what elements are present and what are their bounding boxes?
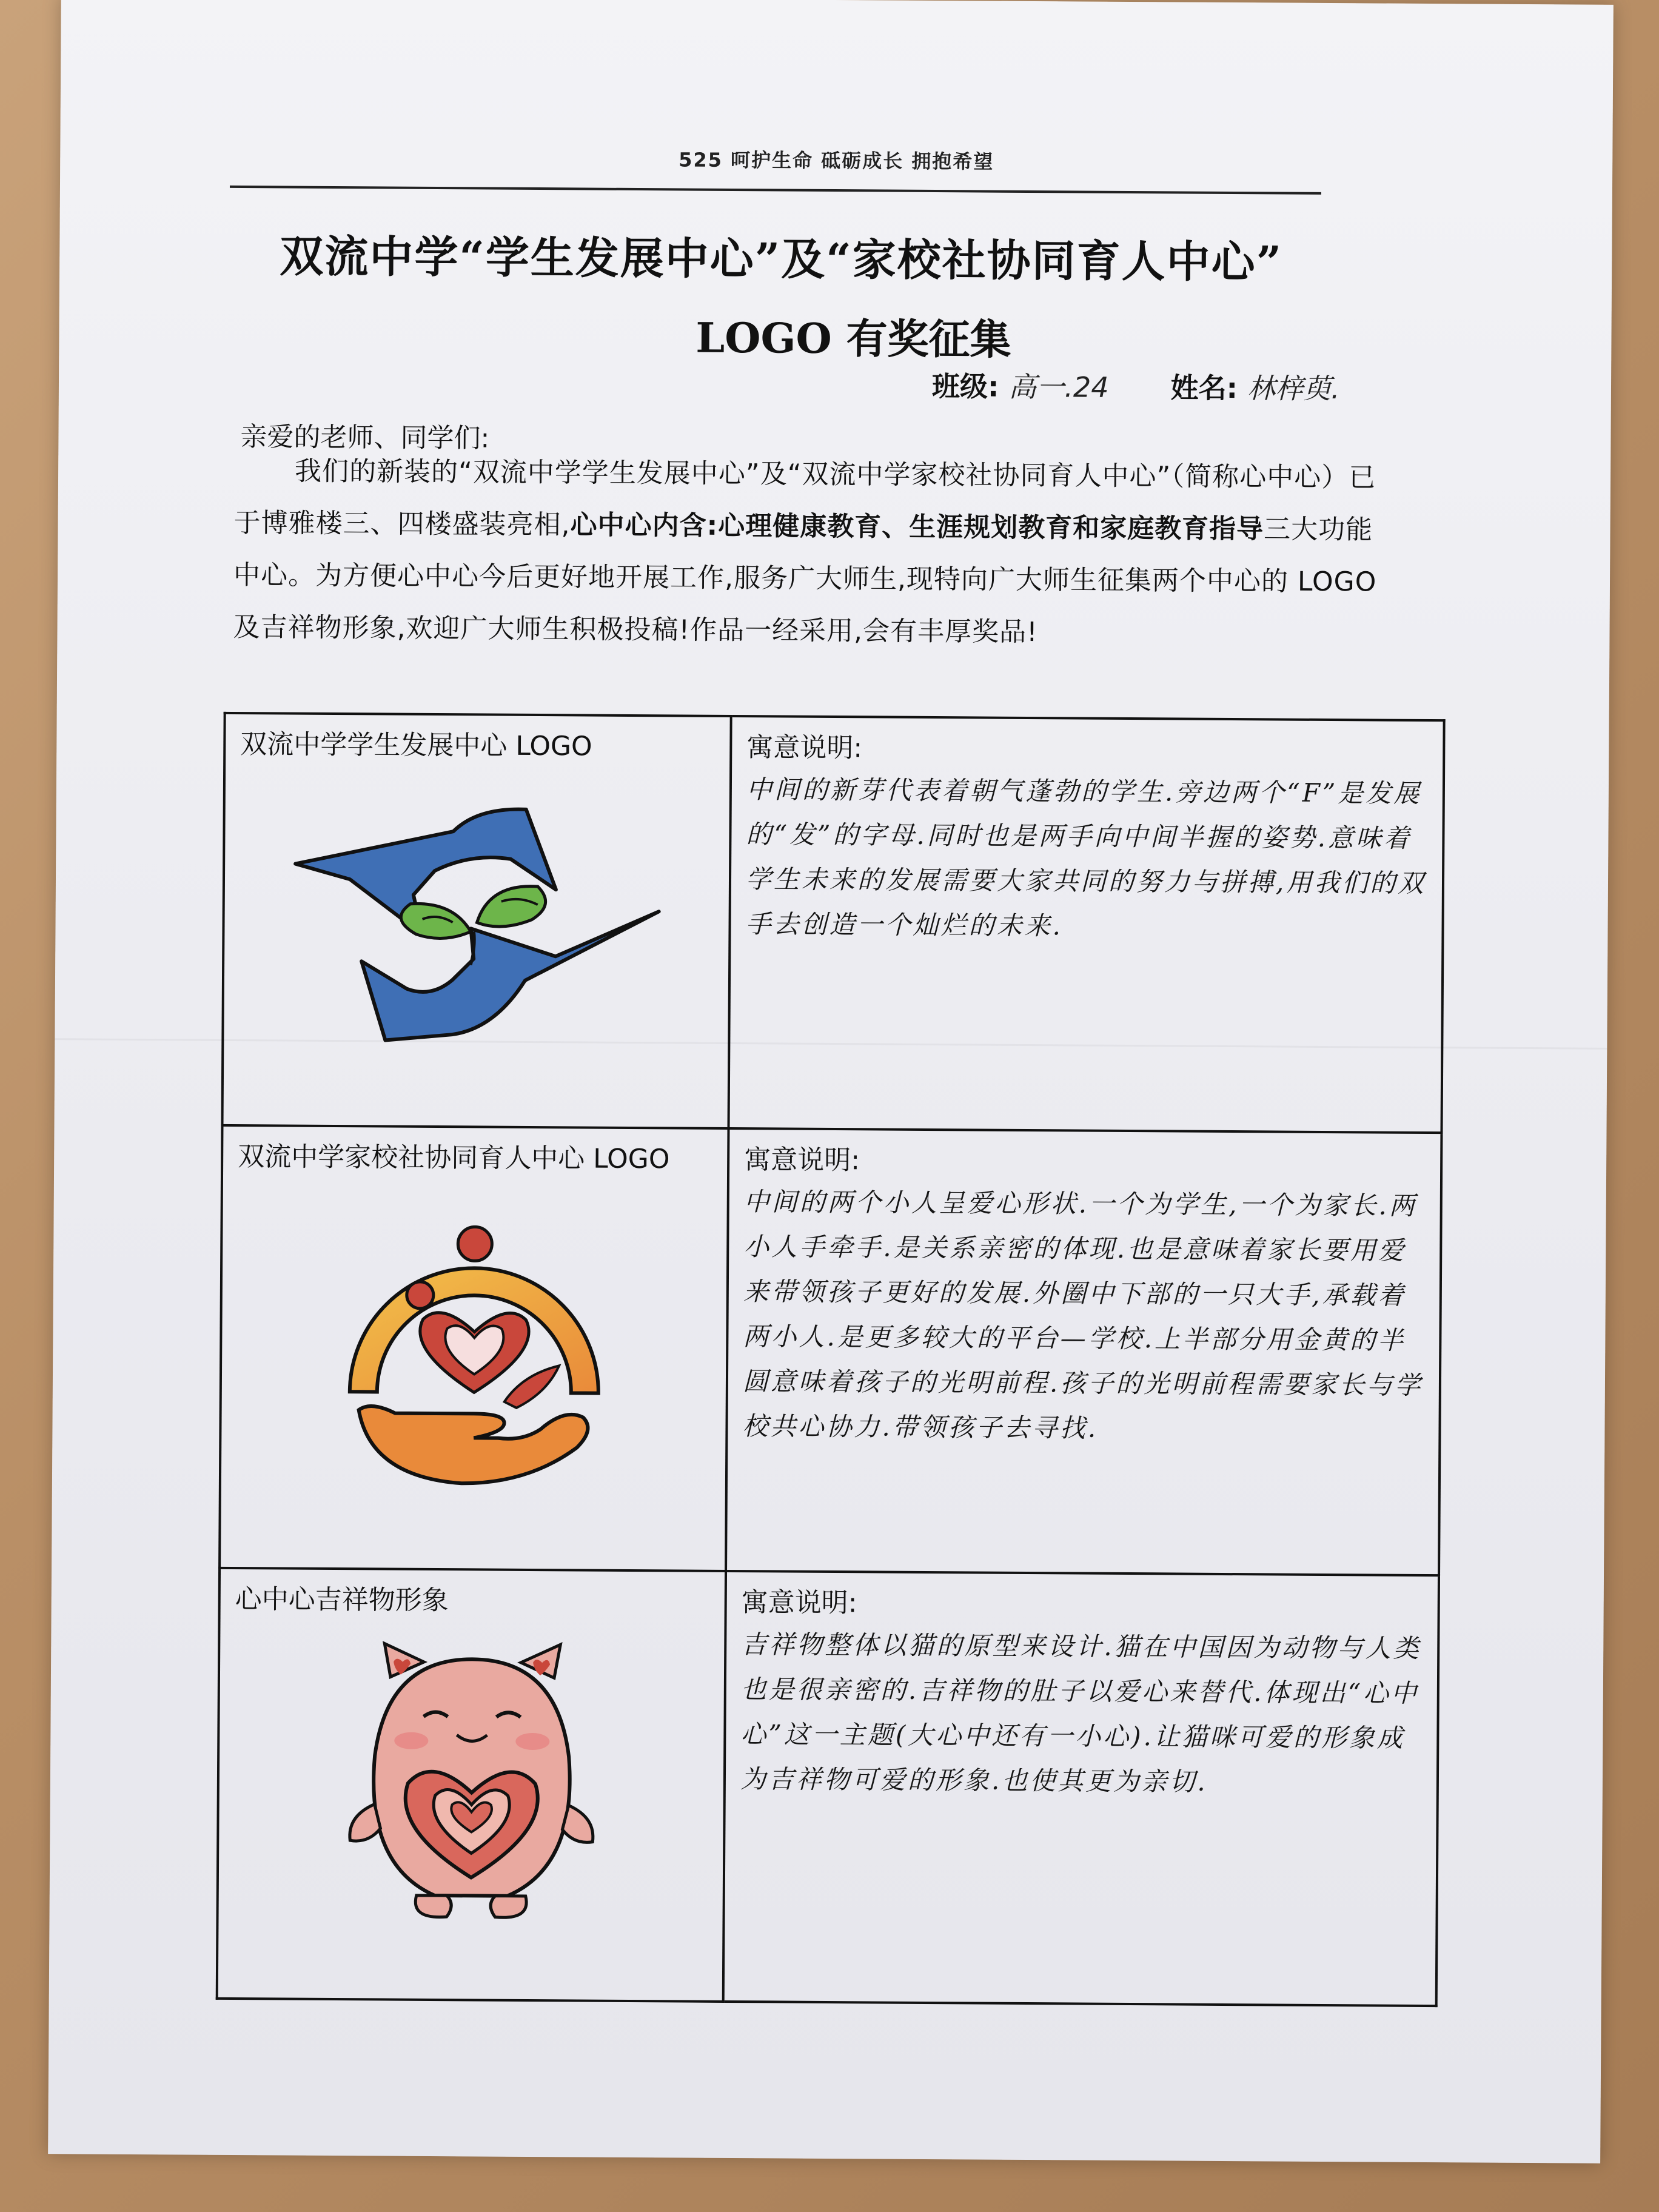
page-subtitle: LOGO 有奖征集 bbox=[695, 313, 1011, 364]
desc-text-1: 中间的新芽代表着朝气蓬勃的学生.旁边两个“F”是发展的“发”的字母.同时也是两手向中间半握的姿势.意味着学生未来的发展需要大家共同的努力与拼搏,用我们的双手去创造一个灿烂的未来. bbox=[745, 774, 1426, 941]
mascot-label: 心中心吉祥物形象 bbox=[235, 1584, 449, 1617]
table-row bbox=[223, 713, 1444, 1133]
intro-paragraph bbox=[233, 445, 1398, 661]
page-title: 双流中学“学生发展中心”及“家校社协同育人中心” bbox=[280, 230, 1283, 288]
logo-cell-2 bbox=[220, 1125, 728, 1571]
greeting: 亲爱的老师、同学们: bbox=[240, 421, 490, 454]
student-info bbox=[932, 364, 1340, 407]
submission-table bbox=[216, 712, 1446, 2007]
name-value: 林梓萸. bbox=[1247, 372, 1340, 406]
logo-label-2: 双流中学家校社协同育人中心 LOGO bbox=[238, 1141, 670, 1175]
intro-text-1: 我们的新装的“双流中学学生发展中心”及“双流中学家校社协同育人中心”（简称心中心）已于博雅楼三、四楼盛装亮相, bbox=[233, 455, 1376, 541]
header-rule bbox=[230, 186, 1321, 195]
name-label: 姓名: bbox=[1170, 371, 1238, 405]
class-value: 高一.24 bbox=[1008, 370, 1109, 404]
header-motto: 525 呵护生命 砥砺成长 拥抱希望 bbox=[679, 148, 994, 173]
intro-text-2: 三大功能中心。为方便心中心今后更好地开展工作,服务广大师生,现特向广大师生征集两个中心的 LOGO 及吉祥物形象,欢迎广大师生积极投稿!作品一经采用,会有丰厚奖品! bbox=[233, 514, 1377, 648]
mascot-cell bbox=[217, 1568, 726, 2002]
logo-cell-1 bbox=[223, 713, 731, 1128]
desc-label-3: 寓意说明: bbox=[741, 1587, 857, 1619]
table-row bbox=[217, 1568, 1439, 2006]
logo-label-1: 双流中学学生发展中心 LOGO bbox=[240, 729, 592, 762]
desc-label-1: 寓意说明: bbox=[746, 732, 863, 764]
cat-mascot-drawing bbox=[325, 1634, 618, 1927]
table-row bbox=[220, 1125, 1441, 1575]
paper-sheet bbox=[48, 0, 1614, 2163]
sprout-logo-drawing bbox=[270, 779, 684, 1066]
desc-cell-2 bbox=[726, 1128, 1441, 1575]
desc-cell-1 bbox=[729, 716, 1444, 1133]
desc-text-3: 吉祥物整体以猫的原型来设计.猫在中国因为动物与人类也是很亲密的.吉祥物的肚子以爱心来替代.体现出“心中心”这一主题(大心中还有一小心).让猫咪可爱的形象成为吉祥物可爱的形象.也使其更为亲切. bbox=[740, 1629, 1421, 1797]
intro-text-bold: 心中心内含:心理健康教育、生涯规划教育和家庭教育指导 bbox=[570, 509, 1264, 545]
desc-label-2: 寓意说明: bbox=[744, 1144, 860, 1176]
desc-text-2: 中间的两个小人呈爱心形状.一个为学生,一个为家长.两小人手牵手.是关系亲密的体现.也是意味着家长要用爱来带领孩子更好的发展.外圈中下部的一只大手,承载着两小人.是更多较大的平台—学校.上半部分用金黄的半圆意味着孩子的光明前程.孩子的光明前程需要家长与学校共心协力.带领孩子去寻找. bbox=[742, 1187, 1423, 1443]
family-hand-logo-drawing bbox=[321, 1191, 626, 1496]
class-label: 班级: bbox=[931, 369, 999, 403]
desc-cell-3 bbox=[723, 1571, 1439, 2006]
